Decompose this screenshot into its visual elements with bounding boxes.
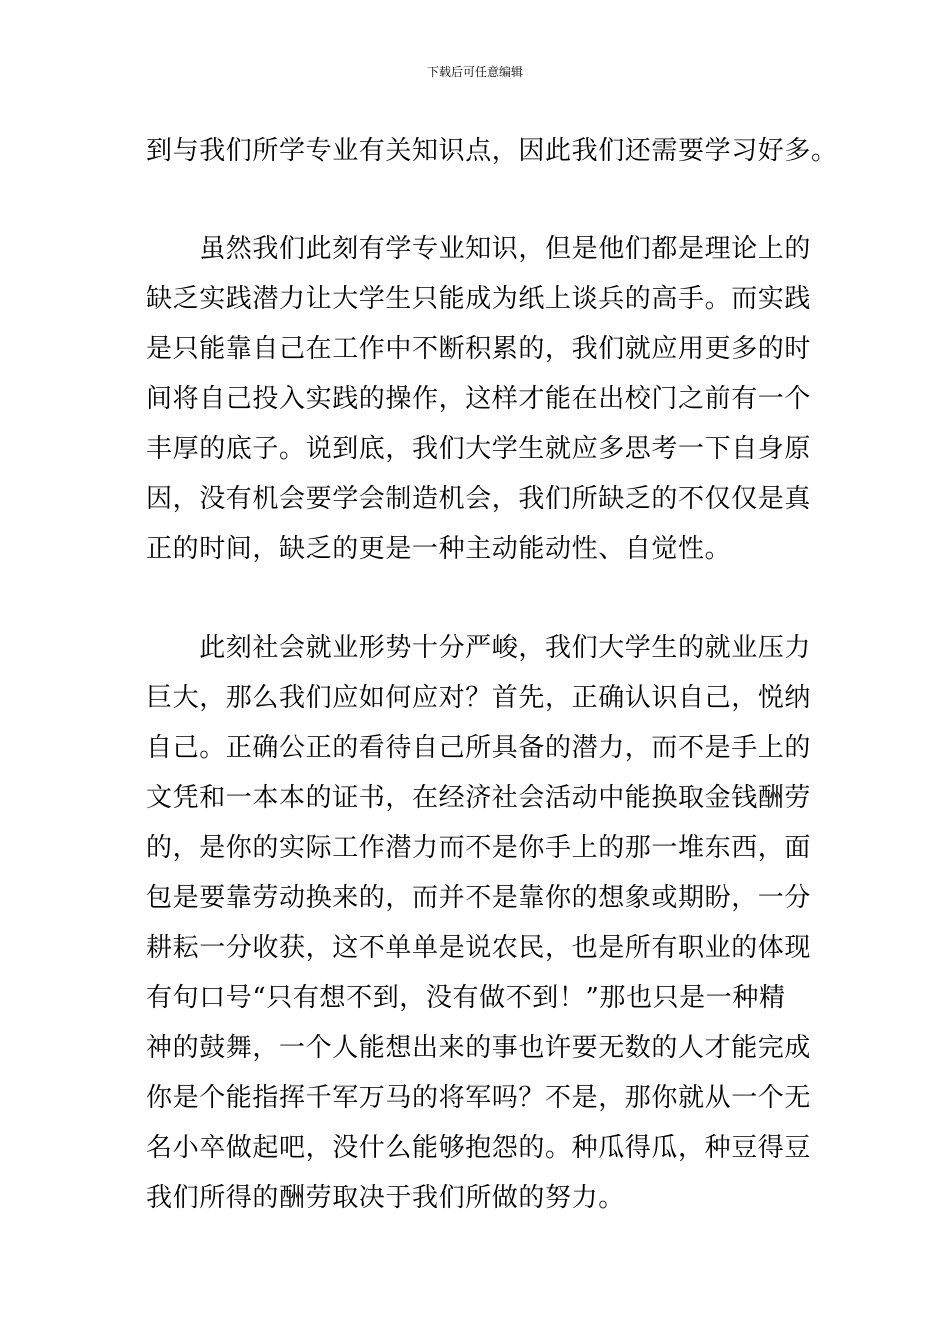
text-line: 我们所得的酬劳取决于我们所做的努力。 [146, 1183, 625, 1213]
text-line: 正的时间，缺乏的更是一种主动能动性、自觉性。 [146, 534, 732, 564]
text-line: 自己。正确公正的看待自己所具备的潜力，而不是手上的 [146, 733, 812, 763]
text-line: 是只能靠自己在工作中不断积累的，我们就应用更多的时 [146, 334, 812, 364]
text-line: 的，是你的实际工作潜力而不是你手上的那一堆东西，面 [146, 833, 812, 863]
text-line: 丰厚的底子。说到底，我们大学生就应多思考一下自身原 [146, 434, 812, 464]
text-line: 此刻社会就业形势十分严峻，我们大学生的就业压力 [146, 633, 812, 663]
text-line: 神的鼓舞，一个人能想出来的事也许要无数的人才能完成 [146, 1033, 812, 1063]
text-line: 文凭和一本本的证书，在经济社会活动中能换取金钱酬劳 [146, 783, 812, 813]
text-line: 巨大，那么我们应如何应对？首先，正确认识自己，悦纳 [146, 683, 812, 713]
text-line: 虽然我们此刻有学专业知识，但是他们都是理论上的 [146, 234, 812, 264]
page-header: 下载后可任意编辑 [426, 65, 523, 79]
text-line: 耕耘一分收获，这不单单是说农民，也是所有职业的体现 [146, 933, 812, 963]
text-line: 到与我们所学专业有关知识点，因此我们还需要学习好多。 [146, 136, 838, 166]
text-line: 因，没有机会要学会制造机会，我们所缺乏的不仅仅是真 [146, 484, 812, 514]
text-line: 名小卒做起吧，没什么能够抱怨的。种瓜得瓜，种豆得豆 [146, 1133, 812, 1163]
text-line: 有句口号“只有想不到，没有做不到！”那也只是一种精 [146, 983, 786, 1013]
text-line: 缺乏实践潜力让大学生只能成为纸上谈兵的高手。而实践 [146, 284, 812, 314]
text-line: 间将自己投入实践的操作，这样才能在出校门之前有一个 [146, 384, 812, 414]
text-line: 你是个能指挥千军万马的将军吗？不是，那你就从一个无 [146, 1083, 812, 1113]
text-line: 包是要靠劳动换来的，而并不是靠你的想象或期盼，一分 [146, 883, 812, 913]
